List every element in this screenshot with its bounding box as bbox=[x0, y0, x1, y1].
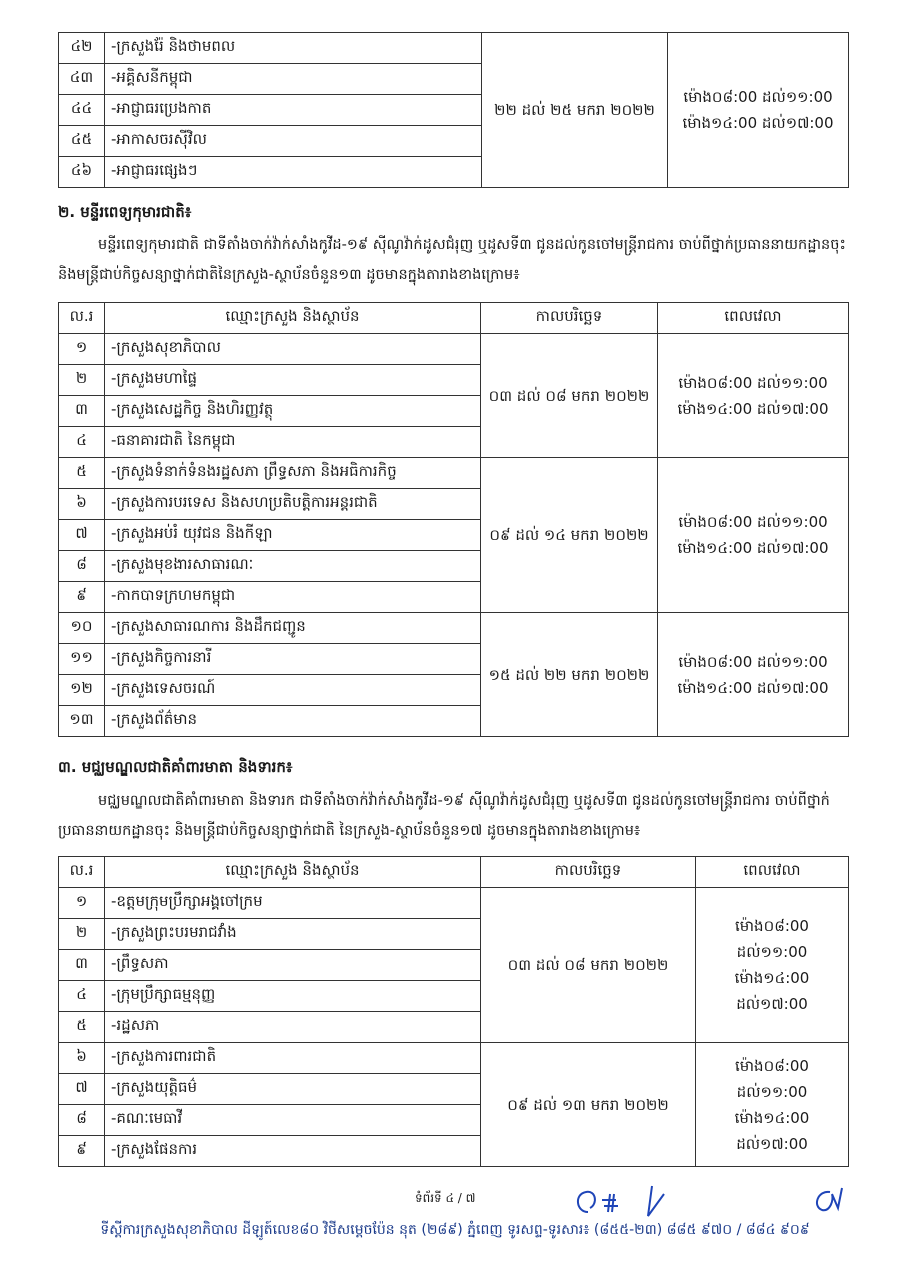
section-2-paragraph: មន្ទីរពេទ្យកុមារជាតិ ជាទីតាំងចាក់វ៉ាក់សាំងកូវីដ-១៩ ស៊ីណូវ៉ាក់ដូសជំរុញ ឬដូសទី៣ ជូនដល់កូនចៅមន្ត្រីរាជការ ចាប់ពីថ្នាក់ប្រធាននាយកដ្ឋានចុះ និងមន្ត្រីជាប់កិច្ចសន្យាថ្នាក់ជាតិនៃក្រសួង-ស្ថាប័នចំនួន១៣ ដូចមានក្នុងតារាងខាងក្រោម៖ bbox=[58, 237, 846, 283]
period-cell: ០៣ ដល់ ០៨ មករា ២០២២ bbox=[481, 888, 696, 1043]
row-number: ៤ bbox=[59, 427, 105, 458]
ministry-name: -ក្រសួងកិច្ចការនារី bbox=[105, 644, 481, 675]
ministry-name: -ក្រសួងសុខាភិបាល bbox=[105, 334, 481, 365]
row-number: ៩ bbox=[59, 1136, 105, 1167]
row-number: ១២ bbox=[59, 675, 105, 706]
time-cell bbox=[696, 888, 849, 1043]
time-morning: ម៉ោង០៨:00 ដល់១១:00 bbox=[683, 88, 833, 106]
row-number: ៨ bbox=[59, 1105, 105, 1136]
ministry-name: -ក្រុមប្រឹក្សាធម្មនុញ្ញ bbox=[105, 981, 481, 1012]
header-time: ពេលវេលា bbox=[696, 857, 849, 888]
section-3-paragraph: មជ្ឈមណ្ឌលជាតិគាំពារមាតា និងទារក ជាទីតាំងចាក់វ៉ាក់សាំងកូវីដ-១៩ ស៊ីណូវ៉ាក់ដូសជំរុញ ឬដូសទី៣ ជូនដល់កូនចៅមន្ត្រីរាជការ ចាប់ពីថ្នាក់ប្រធាននាយកដ្ឋានចុះ និងមន្ត្រីជាប់កិច្ចសន្យាថ្នាក់ជាតិ នៃក្រសួង-ស្ថាប័នចំនួន១៧ ដូចមានក្នុងតារាងខាងក្រោម៖ bbox=[58, 793, 830, 839]
ministry-name: -អាកាសចរស៊ីវិល bbox=[105, 126, 482, 157]
header-row bbox=[59, 303, 849, 334]
time-cell bbox=[658, 613, 849, 737]
row-number: ១០ bbox=[59, 613, 105, 644]
section-3-title: ៣. មជ្ឈមណ្ឌលជាតិគាំពារមាតា និងទារក៖ bbox=[58, 758, 293, 776]
ministry-name: -គណៈមេធាវី bbox=[105, 1105, 481, 1136]
row-number: ៤៦ bbox=[59, 157, 105, 188]
header-number: ល.រ bbox=[59, 303, 105, 334]
ministry-name: -ក្រសួងសាធារណការ និងដឹកជញ្ជូន bbox=[105, 613, 481, 644]
row-number: ៤៥ bbox=[59, 126, 105, 157]
header-time: ពេលវេលា bbox=[658, 303, 849, 334]
table-national-pediatric-hospital bbox=[58, 302, 849, 737]
period-cell: ២២ ដល់ ២៥ មករា ២០២២ bbox=[482, 33, 668, 188]
table-row bbox=[59, 334, 849, 365]
row-number: ២ bbox=[59, 365, 105, 396]
time-morning: ម៉ោង០៨:00 ដល់១១:00 bbox=[678, 652, 828, 671]
header-number: ល.រ bbox=[59, 857, 105, 888]
ministry-name: -ក្រសួងព័ត៌មាន bbox=[105, 706, 481, 737]
time-afternoon: ម៉ោង១៤:00 ដល់១៧:00 bbox=[677, 399, 829, 418]
header-date: កាលបរិច្ឆេទ bbox=[481, 303, 658, 334]
time-morning: ម៉ោង០៨:00 ដល់១១:00 bbox=[735, 1056, 809, 1101]
row-number: ៨ bbox=[59, 551, 105, 582]
ministry-name: -ក្រសួងការពារជាតិ bbox=[105, 1043, 481, 1074]
row-number: ៦ bbox=[59, 489, 105, 520]
ministry-name: -អគ្គិសនីកម្ពុជា bbox=[105, 64, 482, 95]
table-national-maternal-child-center bbox=[58, 856, 849, 1167]
header-ministry: ឈ្មោះក្រសួង និងស្ថាប័ន bbox=[105, 303, 481, 334]
ministry-name: -ក្រសួងមហាផ្ទៃ bbox=[105, 365, 481, 396]
signature-mark bbox=[808, 1186, 848, 1216]
row-number: ១ bbox=[59, 888, 105, 919]
time-cell bbox=[668, 33, 849, 188]
row-number: ៩ bbox=[59, 582, 105, 613]
header-ministry: ឈ្មោះក្រសួង និងស្ថាប័ន bbox=[105, 857, 481, 888]
ministry-name: -ក្រសួងអប់រំ យុវជន និងកីឡា bbox=[105, 520, 481, 551]
time-afternoon: ម៉ោង១៤:00 ដល់១៧:00 bbox=[734, 969, 810, 1013]
ministry-name: -កាកបាទក្រហមកម្ពុជា bbox=[105, 582, 481, 613]
table-row bbox=[59, 613, 849, 644]
row-number: ១១ bbox=[59, 644, 105, 675]
ministry-name: -ព្រឹទ្ធសភា bbox=[105, 950, 481, 981]
row-number: ៧ bbox=[59, 520, 105, 551]
ministry-name: -ឧត្តមក្រុមប្រឹក្សាអង្គចៅក្រម bbox=[105, 888, 481, 919]
row-number: ៤៣ bbox=[59, 64, 105, 95]
ministry-name: -ក្រសួងរ៉ែ និងថាមពល bbox=[105, 33, 482, 64]
page-number: ទំព័រទី ៤ / ៧ bbox=[415, 1191, 476, 1205]
header-date: កាលបរិច្ឆេទ bbox=[481, 857, 696, 888]
period-cell: ០៩ ដល់ ១៣ មករា ២០២២ bbox=[481, 1043, 696, 1167]
period-cell: ០៣ ដល់ ០៨ មករា ២០២២ bbox=[481, 334, 658, 458]
time-cell bbox=[696, 1043, 849, 1167]
row-number: ៤៤ bbox=[59, 95, 105, 126]
time-cell bbox=[658, 458, 849, 613]
row-number: ១៣ bbox=[59, 706, 105, 737]
ministry-name: -ក្រសួងទំនាក់ទំនងរដ្ឋសភា ព្រឹទ្ធសភា និងអធិការកិច្ច bbox=[105, 458, 481, 489]
ministry-name: -ក្រសួងយុត្តិធម៌ bbox=[105, 1074, 481, 1105]
table-row bbox=[59, 888, 849, 919]
ministry-name: -ក្រសួងមុខងារសាធារណៈ bbox=[105, 551, 481, 582]
header-row bbox=[59, 857, 849, 888]
time-cell bbox=[658, 334, 849, 458]
ministry-name: -ធនាគារជាតិ នៃកម្ពុជា bbox=[105, 427, 481, 458]
table-row bbox=[59, 33, 849, 64]
ministry-name: -អាជ្ញាធរប្រេងកាត bbox=[105, 95, 482, 126]
signature-initials bbox=[568, 1182, 688, 1222]
row-number: ២ bbox=[59, 919, 105, 950]
row-number: ៤២ bbox=[59, 33, 105, 64]
ministry-name: -រដ្ឋសភា bbox=[105, 1012, 481, 1043]
row-number: ៧ bbox=[59, 1074, 105, 1105]
ministry-name: -ក្រសួងផែនការ bbox=[105, 1136, 481, 1167]
time-morning: ម៉ោង០៨:00 ដល់១១:00 bbox=[678, 373, 828, 392]
ministry-name: -ក្រសួងសេដ្ឋកិច្ច និងហិរញ្ញវត្ថុ bbox=[105, 396, 481, 427]
row-number: ១ bbox=[59, 334, 105, 365]
ministry-name: -ក្រសួងការបរទេស និងសហប្រតិបត្តិការអន្តរជាតិ bbox=[105, 489, 481, 520]
time-afternoon: ម៉ោង១៤:00 ដល់១៧:00 bbox=[734, 1108, 810, 1153]
ministry-name: -អាជ្ញាធរផ្សេងៗ bbox=[105, 157, 482, 188]
row-number: ៥ bbox=[59, 458, 105, 489]
footer-address: ទីស្តីការក្រសួងសុខាភិបាល ដីឡូត៍លេខ៨០ វិថីសម្តេចប៉ែន នុត (២៨៩) ភ្នំពេញ ទូរសព្ទ-ទូរសារ៖ (៨៥៥-២៣) ៨៨៥ ៩៧០ / ៨៨៤ ៩០៩ bbox=[100, 1222, 810, 1238]
time-afternoon: ម៉ោង១៤:00 ដល់១៧:00 bbox=[677, 678, 829, 697]
row-number: ៤ bbox=[59, 981, 105, 1012]
period-cell: ១៥ ដល់ ២២ មករា ២០២២ bbox=[481, 613, 658, 737]
table-row bbox=[59, 458, 849, 489]
time-morning: ម៉ោង០៨:00 ដល់១១:00 bbox=[735, 917, 809, 961]
period-cell: ០៩ ដល់ ១៤ មករា ២០២២ bbox=[481, 458, 658, 613]
row-number: ៥ bbox=[59, 1012, 105, 1043]
ministry-name: -ក្រសួងព្រះបរមរាជវាំង bbox=[105, 919, 481, 950]
section-2-title: ២. មន្ទីរពេទ្យកុមារជាតិ៖ bbox=[58, 203, 192, 221]
table-continuation bbox=[58, 32, 849, 188]
time-afternoon: ម៉ោង១៤:00 ដល់១៧:00 bbox=[677, 539, 829, 557]
table-row bbox=[59, 1043, 849, 1074]
row-number: ៣ bbox=[59, 950, 105, 981]
time-afternoon: ម៉ោង១៤:00 ដល់១៧:00 bbox=[682, 114, 834, 132]
row-number: ៣ bbox=[59, 396, 105, 427]
ministry-name: -ក្រសួងទេសចរណ៍ bbox=[105, 675, 481, 706]
row-number: ៦ bbox=[59, 1043, 105, 1074]
time-morning: ម៉ោង០៨:00 ដល់១១:00 bbox=[678, 513, 828, 531]
